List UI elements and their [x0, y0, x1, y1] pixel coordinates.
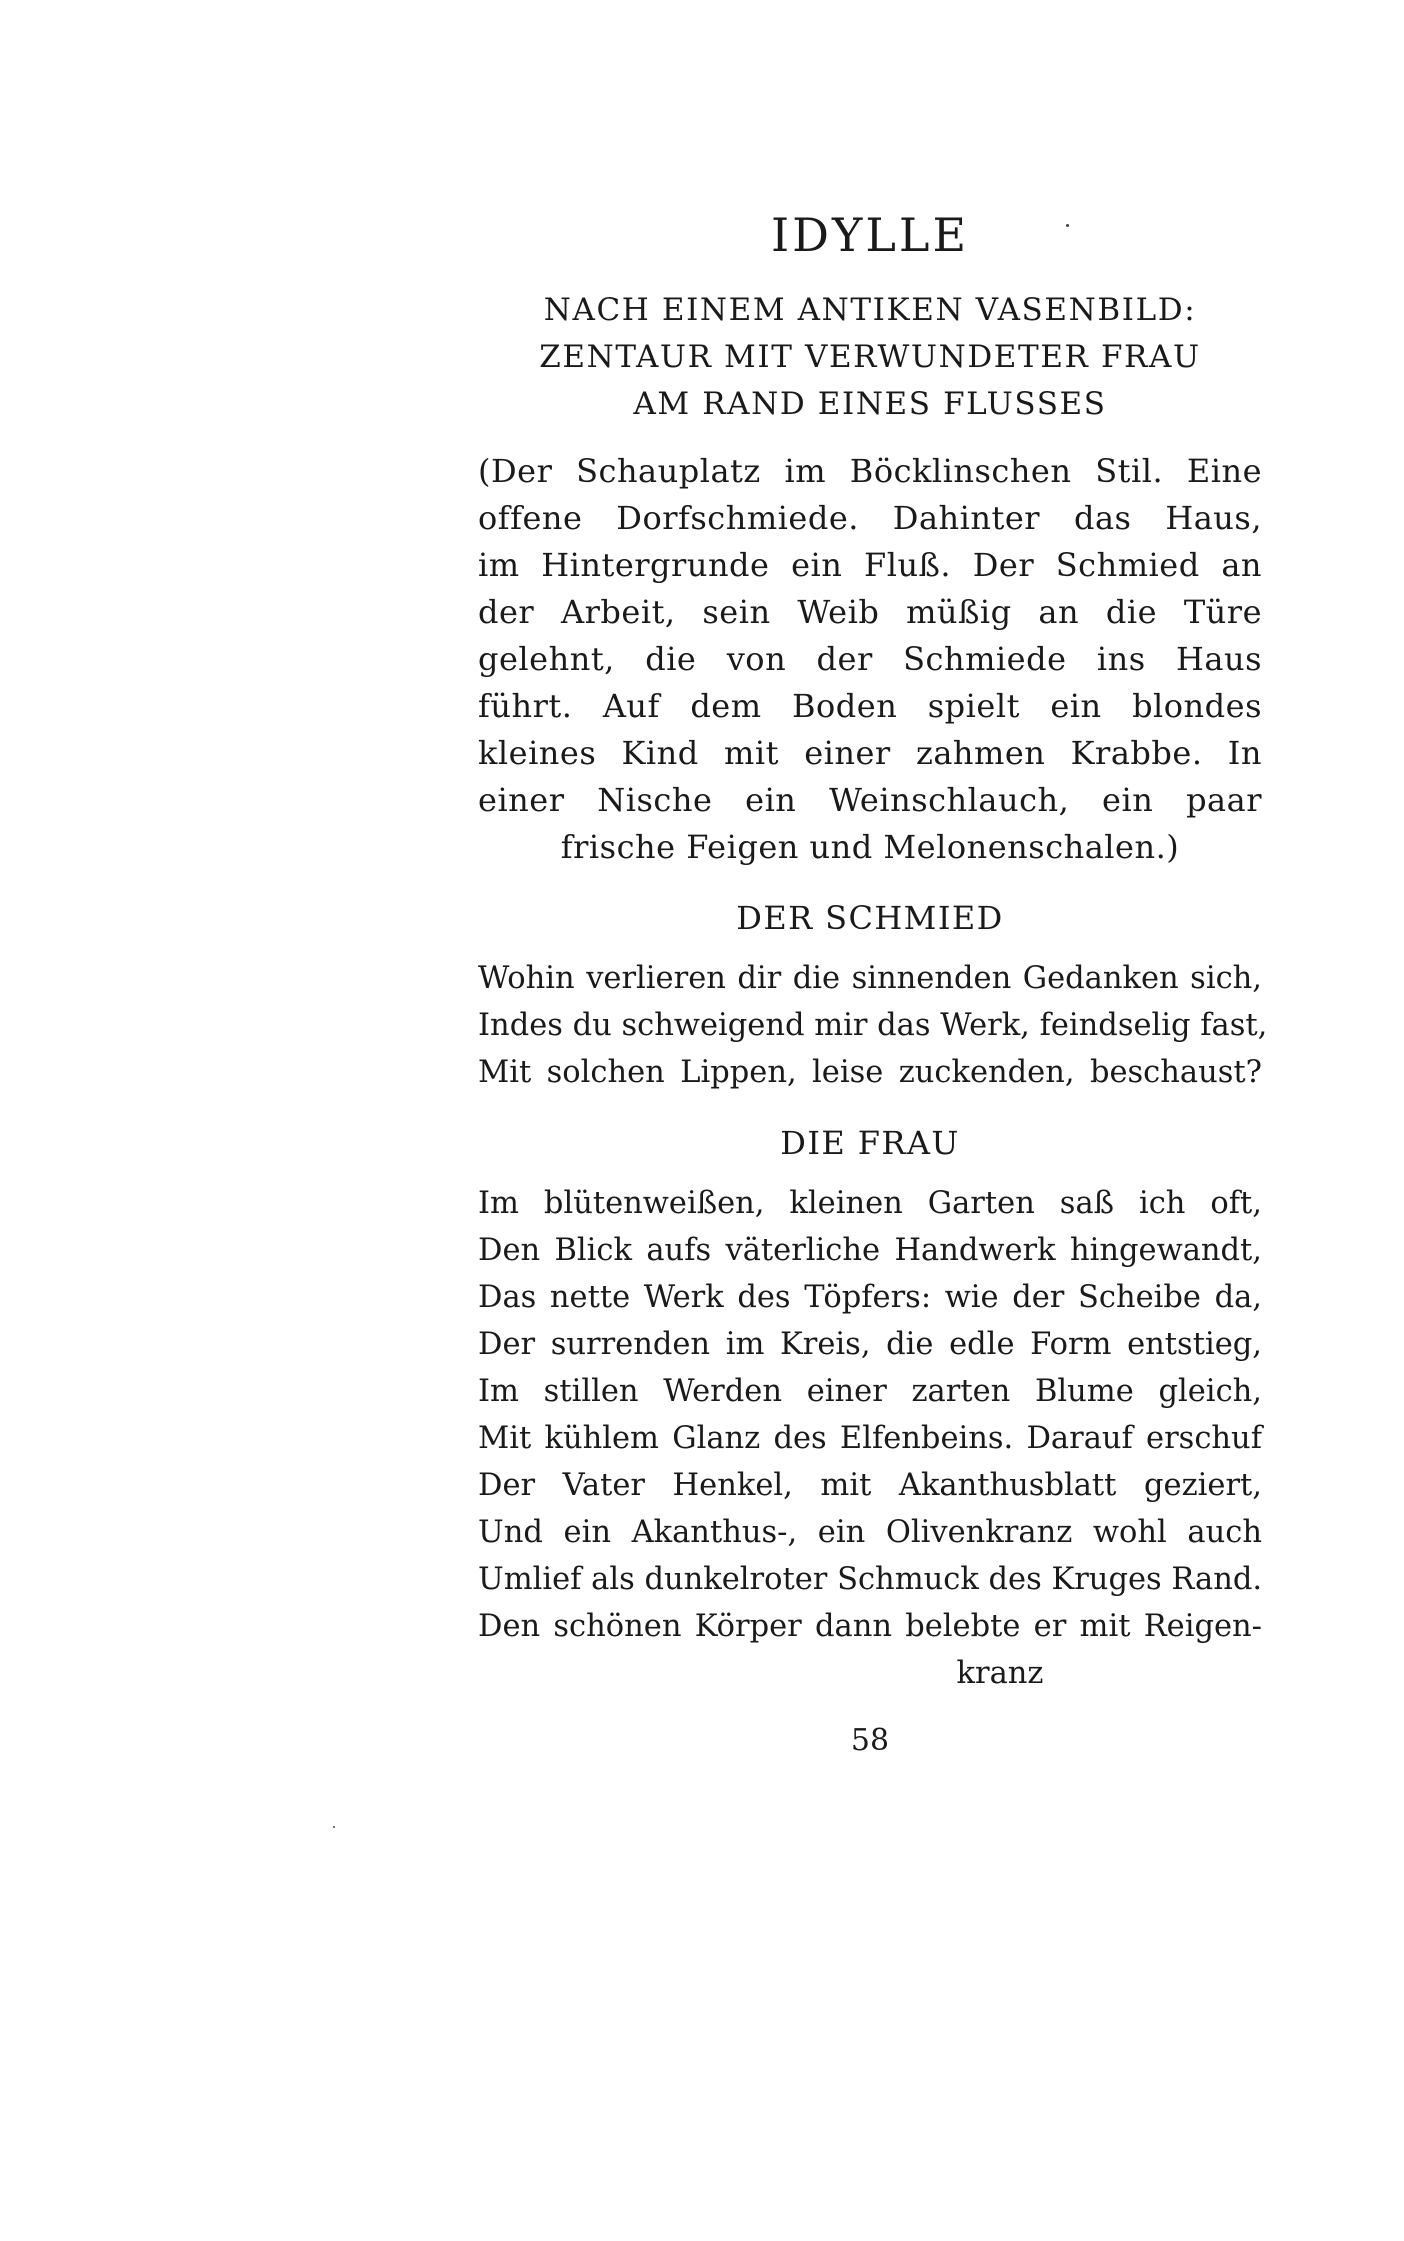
stage-line: frische Feigen und Melonenschalen.): [560, 828, 1180, 866]
stage-line: einer Nische ein Weinschlauch, ein paar: [478, 781, 1262, 819]
stage-line: im Hintergrunde ein Fluß. Der Schmied an: [478, 546, 1262, 584]
subtitle-line: ZENTAUR MIT VERWUNDETER FRAU: [539, 339, 1201, 375]
verse-block: [478, 1180, 1262, 1697]
print-speck: [333, 1826, 335, 1828]
verse-line: Und ein Akanthus-, ein Olivenkranz wohl auch: [478, 1515, 1262, 1550]
verse-line: Mit solchen Lippen, leise zuckenden, beschaust?: [478, 1055, 1262, 1090]
verse-line: Wohin verlieren dir die sinnenden Gedanken sich,: [478, 961, 1262, 996]
verse-line: Der Vater Henkel, mit Akanthusblatt geziert,: [478, 1468, 1262, 1503]
poem-title: IDYLLE: [770, 208, 970, 262]
verse-line: Im blütenweißen, kleinen Garten saß ich oft,: [478, 1186, 1262, 1221]
stage-line: gelehnt, die von der Schmiede ins Haus: [478, 640, 1262, 678]
verse-line: Mit kühlem Glanz des Elfenbeins. Darauf erschuf: [478, 1421, 1262, 1456]
verse-line: Den Blick aufs väterliche Handwerk hingewandt,: [478, 1233, 1262, 1268]
stage-line: der Arbeit, sein Weib müßig an die Türe: [478, 593, 1262, 631]
verse-line: Den schönen Körper dann belebte er mit Reigen-: [478, 1609, 1262, 1644]
verse-line: Der surrenden im Kreis, die edle Form entstieg,: [478, 1327, 1262, 1362]
stage-line: (Der Schauplatz im Böcklinschen Stil. Eine: [478, 452, 1262, 490]
print-speck: [1066, 224, 1069, 227]
verse-line: Indes du schweigend mir das Werk, feindselig fast,: [478, 1008, 1268, 1043]
stage-line: kleines Kind mit einer zahmen Krabbe. In: [478, 734, 1262, 772]
book-page: [478, 205, 1268, 1763]
page-number: 58: [850, 1723, 890, 1758]
verse-line: Das nette Werk des Töpfers: wie der Scheibe da,: [478, 1280, 1262, 1315]
verse-line: Im stillen Werden einer zarten Blume gleich,: [478, 1374, 1262, 1409]
subtitle-line: NACH EINEM ANTIKEN VASENBILD:: [543, 292, 1197, 328]
stage-line: offene Dorfschmiede. Dahinter das Haus,: [478, 499, 1262, 537]
verse-block: [478, 955, 1268, 1096]
speaker-name: DIE FRAU: [780, 1124, 960, 1162]
subtitle-line: AM RAND EINES FLUSSES: [633, 386, 1107, 422]
stage-direction: [478, 448, 1262, 871]
verse-line: Umlief als dunkelroter Schmuck des Kruges Rand.: [478, 1562, 1263, 1597]
poem-subtitle: [478, 287, 1262, 428]
speaker-name: DER SCHMIED: [736, 899, 1004, 937]
verse-continuation: kranz: [956, 1656, 1044, 1691]
stage-line: führt. Auf dem Boden spielt ein blondes: [478, 687, 1262, 725]
